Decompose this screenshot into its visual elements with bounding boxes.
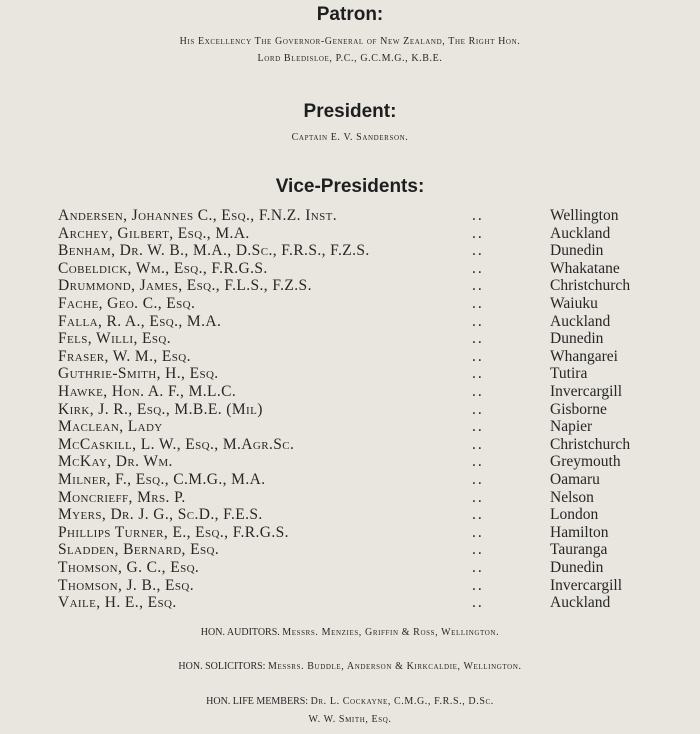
vice-president-row	[0, 577, 700, 595]
vice-president-row	[0, 401, 700, 419]
vice-president-place: Hamilton	[550, 523, 609, 541]
vice-president-place: Dunedin	[550, 330, 604, 348]
leader-dots: ..	[472, 400, 484, 418]
patron-heading: Patron:	[316, 4, 384, 25]
leader-dots: ..	[472, 541, 484, 559]
life-members-line-2: W. W. Smith, Esq.	[308, 714, 392, 725]
vice-president-place: Whangarei	[550, 347, 618, 365]
vice-president-name: Andersen, Johannes C., Esq., F.N.Z. Inst.	[58, 207, 338, 224]
vice-president-place: Greymouth	[550, 453, 621, 471]
vice-president-name: Benham, Dr. W. B., M.A., D.Sc., F.R.S., F.Z.S.	[58, 242, 370, 260]
vice-president-place: Auckland	[550, 594, 611, 612]
life-members-line-1	[0, 696, 700, 707]
vice-president-place: Christchurch	[550, 435, 631, 453]
vice-president-row	[0, 541, 700, 559]
vice-president-row	[0, 506, 700, 524]
vice-president-place: Gisborne	[550, 400, 607, 418]
vice-president-name: Fels, Willi, Esq.	[58, 330, 171, 348]
vice-presidents-heading: Vice-Presidents:	[275, 176, 425, 197]
vice-president-place: Invercargill	[550, 576, 623, 594]
vice-president-row	[0, 436, 700, 454]
vice-president-row	[0, 348, 700, 366]
vice-president-row	[0, 471, 700, 489]
auditors-line	[0, 627, 700, 638]
vice-president-place: Dunedin	[550, 242, 604, 260]
leader-dots: ..	[472, 471, 484, 488]
solicitors-line	[0, 661, 700, 672]
leader-dots: ..	[472, 224, 484, 242]
vice-president-place: Oamaru	[550, 471, 600, 488]
leader-dots: ..	[472, 594, 484, 612]
vice-president-name: Drummond, James, Esq., F.L.S., F.Z.S.	[58, 277, 312, 295]
vice-president-row	[0, 242, 700, 260]
patron-line-1	[0, 36, 700, 47]
leader-dots: ..	[472, 453, 484, 471]
leader-dots: ..	[472, 506, 484, 524]
vice-president-row	[0, 453, 700, 471]
president-name: Captain E. V. Sanderson.	[291, 132, 409, 143]
vice-president-place: Dunedin	[550, 559, 604, 576]
vice-president-name: Archey, Gilbert, Esq., M.A.	[58, 224, 250, 242]
vice-president-row	[0, 225, 700, 243]
vice-president-name: Cobeldick, Wm., Esq., F.R.G.S.	[58, 259, 268, 277]
leader-dots: ..	[472, 295, 484, 312]
vice-president-place: Tutira	[550, 365, 588, 383]
leader-dots: ..	[472, 277, 484, 295]
leader-dots: ..	[472, 330, 484, 348]
patron-line-1-text: His Excellency The Governor-General of New Zealand, The Right Hon.	[179, 36, 521, 47]
vice-president-row	[0, 277, 700, 295]
vice-president-name: Guthrie-Smith, H., Esq.	[58, 365, 219, 383]
vice-president-name: Fraser, W. M., Esq.	[58, 347, 191, 365]
vice-president-name: Kirk, J. R., Esq., M.B.E. (Mil)	[58, 400, 263, 418]
vice-president-name: Thomson, G. C., Esq.	[58, 559, 200, 576]
vice-president-row	[0, 524, 700, 542]
leader-dots: ..	[472, 418, 484, 436]
vice-president-name: Sladden, Bernard, Esq.	[58, 541, 220, 559]
leader-dots: ..	[472, 488, 484, 506]
leader-dots: ..	[472, 383, 484, 400]
vice-president-row	[0, 330, 700, 348]
vice-president-name: Milner, F., Esq., C.M.G., M.A.	[58, 471, 266, 488]
vice-president-name: Myers, Dr. J. G., Sc.D., F.E.S.	[58, 506, 263, 524]
vice-president-row	[0, 260, 700, 278]
vice-president-place: Tauranga	[550, 541, 608, 559]
vice-president-row	[0, 418, 700, 436]
solicitors-value: Messrs. Buddle, Anderson & Kirkcaldie, Wellington.	[267, 661, 522, 672]
vice-president-name: McKay, Dr. Wm.	[58, 453, 173, 471]
auditors-label: HON. AUDITORS.	[200, 627, 280, 638]
leader-dots: ..	[472, 576, 484, 594]
leader-dots: ..	[472, 312, 484, 330]
leader-dots: ..	[472, 523, 484, 541]
vice-president-place: Auckland	[550, 224, 611, 242]
leader-dots: ..	[472, 435, 484, 453]
vice-president-row	[0, 489, 700, 507]
vice-president-name: Fache, Geo. C., Esq.	[58, 295, 196, 312]
vice-president-row	[0, 365, 700, 383]
vice-president-place: Invercargill	[550, 383, 623, 400]
vice-president-row	[0, 207, 700, 225]
vice-president-row	[0, 295, 700, 313]
vice-president-row	[0, 594, 700, 612]
vice-president-place: Auckland	[550, 312, 611, 330]
leader-dots: ..	[472, 207, 484, 224]
president-heading: President:	[303, 101, 397, 122]
vice-president-row	[0, 383, 700, 401]
vice-president-row	[0, 559, 700, 577]
solicitors-label: HON. SOLICITORS:	[178, 661, 266, 672]
vice-president-name: Phillips Turner, E., Esq., F.R.G.S.	[58, 523, 289, 541]
leader-dots: ..	[472, 242, 484, 260]
vice-president-place: Nelson	[550, 488, 594, 506]
leader-dots: ..	[472, 259, 484, 277]
vice-president-place: London	[550, 506, 599, 524]
life-members-value-1: Dr. L. Cockayne, C.M.G., F.R.S., D.Sc.	[310, 696, 494, 707]
leader-dots: ..	[472, 559, 484, 576]
auditors-value: Messrs. Menzies, Griffin & Ross, Wellington.	[282, 627, 500, 638]
vice-president-place: Waiuku	[550, 295, 598, 312]
leader-dots: ..	[472, 347, 484, 365]
life-members-label: HON. LIFE MEMBERS:	[206, 696, 309, 707]
vice-president-place: Napier	[550, 418, 593, 436]
vice-president-place: Christchurch	[550, 277, 631, 295]
vice-president-name: Falla, R. A., Esq., M.A.	[58, 312, 222, 330]
vice-president-place: Wellington	[550, 207, 619, 224]
vice-president-name: McCaskill, L. W., Esq., M.Agr.Sc.	[58, 435, 295, 453]
vice-president-name: Hawke, Hon. A. F., M.L.C.	[58, 383, 237, 400]
leader-dots: ..	[472, 365, 484, 383]
vice-president-name: Maclean, Lady	[58, 418, 163, 436]
vice-president-name: Vaile, H. E., Esq.	[58, 594, 177, 612]
vice-president-row	[0, 313, 700, 331]
vice-president-place: Whakatane	[550, 259, 620, 277]
vice-president-name: Moncrieff, Mrs. P.	[58, 488, 186, 506]
vice-president-name: Thomson, J. B., Esq.	[58, 576, 195, 594]
patron-line-2: Lord Bledisloe, P.C., G.C.M.G., K.B.E.	[257, 53, 443, 64]
